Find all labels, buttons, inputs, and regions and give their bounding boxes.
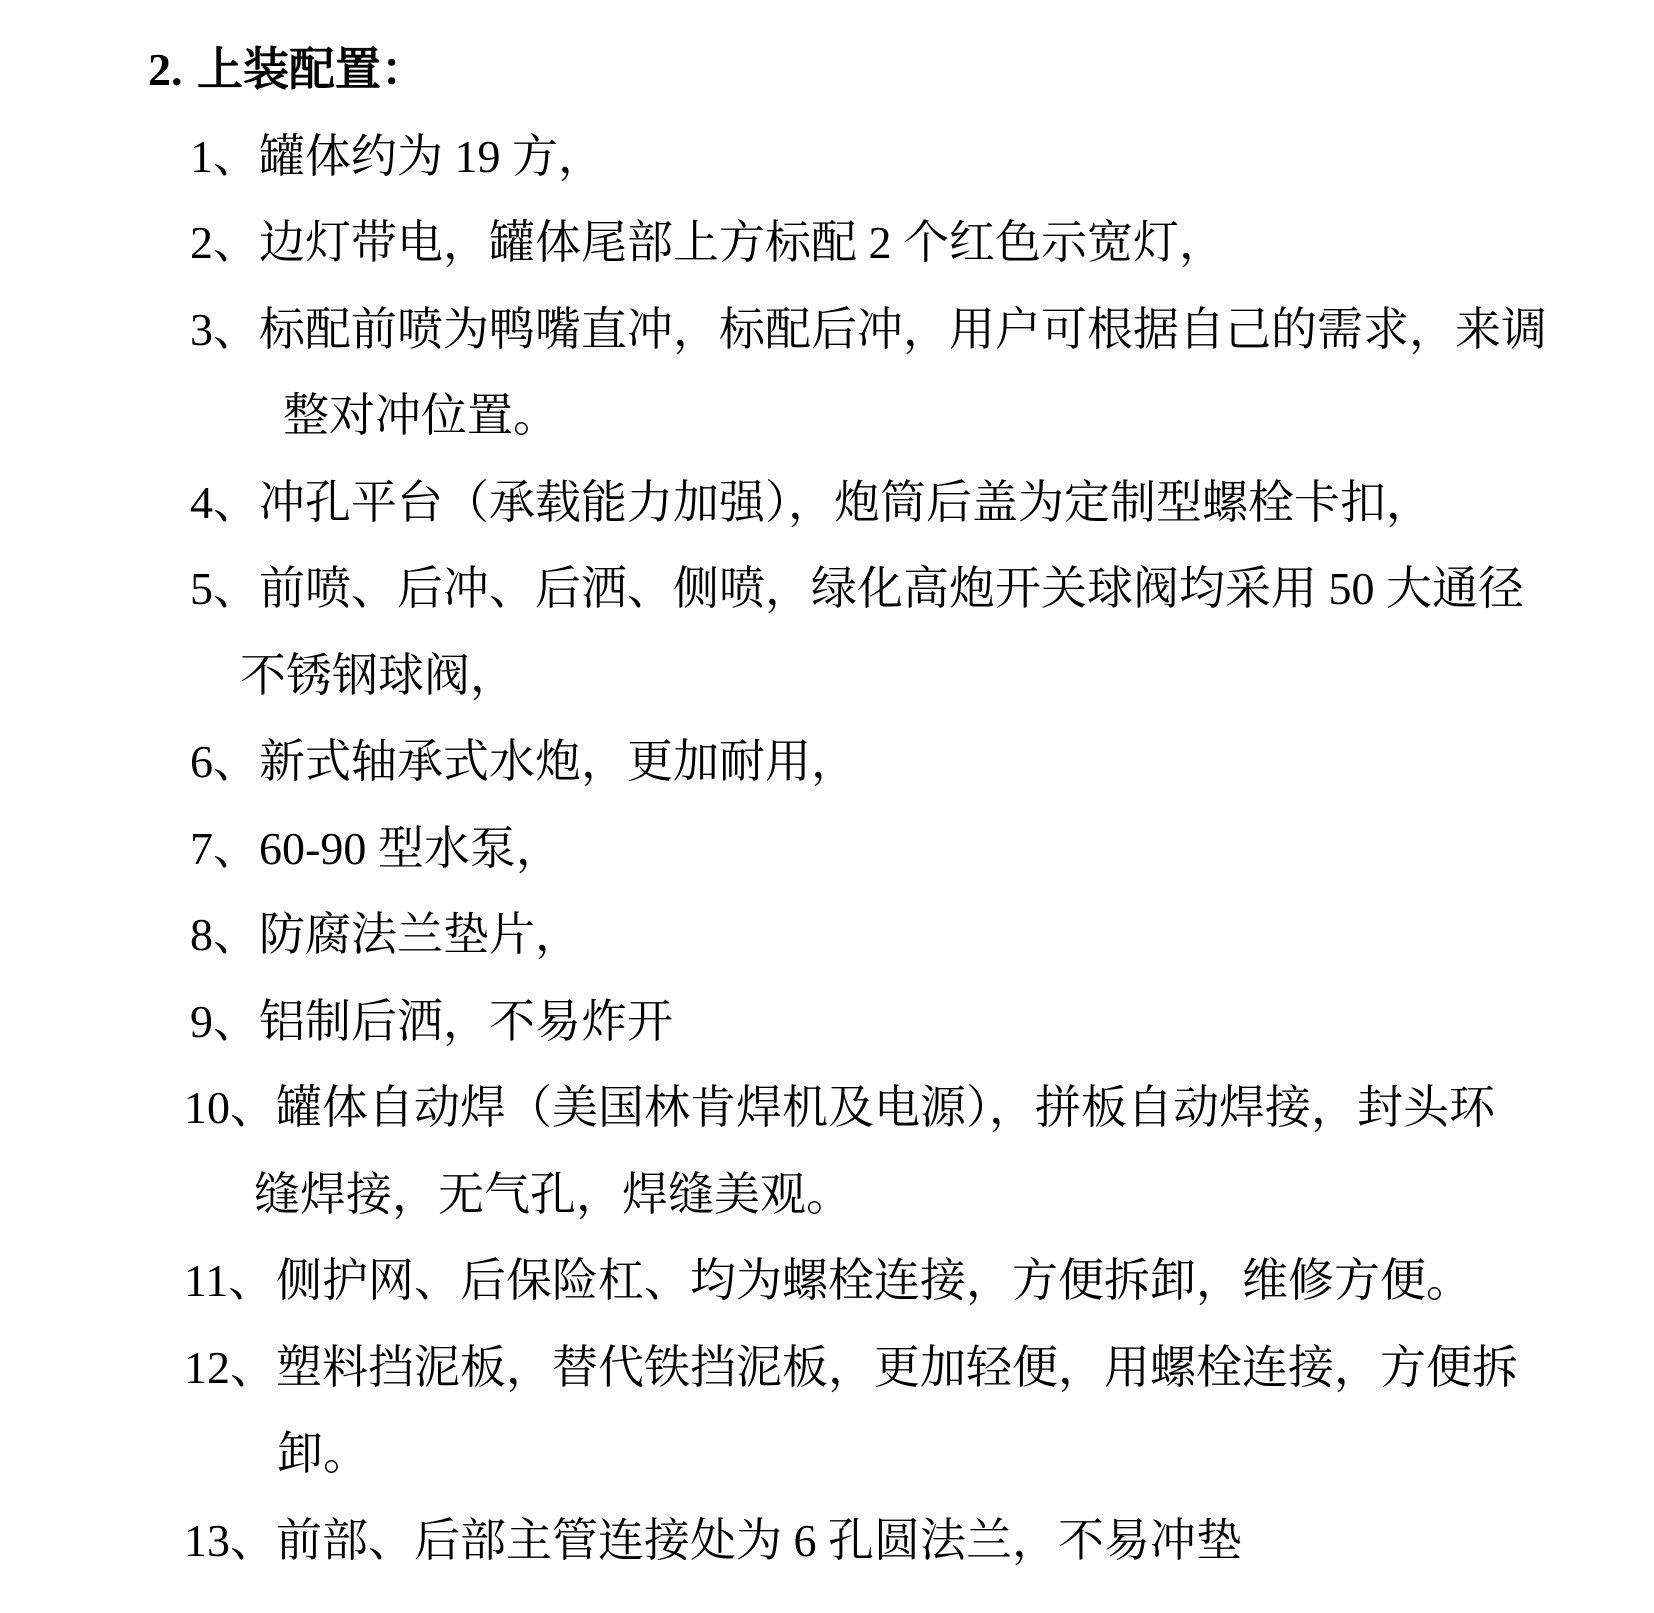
item-text: 冲孔平台（承载能力加强），炮筒后盖为定制型螺栓卡扣，: [259, 476, 1432, 528]
item-text: 缝焊接，无气孔，焊缝美观。: [254, 1168, 852, 1220]
list-item-3-continuation: [0, 373, 1654, 460]
list-item-10-continuation: [0, 1152, 1654, 1239]
list-item-7: [0, 806, 1654, 893]
item-number: 11、: [184, 1255, 275, 1306]
item-text: 侧护网、后保险杠、均为螺栓连接，方便拆卸，维修方便。: [276, 1255, 1472, 1306]
item-text: 60-90 型水泵，: [259, 822, 562, 874]
item-text: 前部、后部主管连接处为 6 孔圆法兰，不易冲垫: [276, 1514, 1242, 1566]
item-number: 8、: [190, 909, 259, 960]
item-text: 标配前喷为鸭嘴直冲，标配后冲，用户可根据自己的需求，来调: [259, 303, 1547, 355]
heading-text: 上装配置：: [197, 44, 427, 95]
list-item-2: [0, 200, 1654, 287]
list-item-3: [0, 287, 1654, 374]
list-item-1: [0, 114, 1654, 201]
item-text: 塑料挡泥板，替代铁挡泥板，更加轻便，用螺栓连接，方便拆: [276, 1341, 1518, 1393]
item-text: 卸。: [277, 1428, 369, 1479]
list-item-6: [0, 719, 1654, 806]
item-number: 10、: [184, 1082, 276, 1133]
item-text: 边灯带电，罐体尾部上方标配 2 个红色示宽灯，: [259, 217, 1225, 268]
list-item-9: [0, 979, 1654, 1066]
item-text: 罐体自动焊（美国林肯焊机及电源），拼板自动焊接，封头环: [276, 1082, 1495, 1133]
heading-number: 2.: [148, 44, 183, 95]
item-number: 2、: [190, 217, 259, 268]
section-heading: [0, 27, 1654, 114]
list-item-8: [0, 892, 1654, 979]
item-number: 1、: [190, 130, 259, 182]
list-item-4: [0, 460, 1654, 547]
item-text: 新式轴承式水炮，更加耐用，: [259, 736, 857, 787]
list-item-11: [0, 1238, 1654, 1325]
item-number: 9、: [190, 995, 259, 1047]
item-number: 3、: [190, 303, 259, 355]
list-item-12-continuation: [0, 1411, 1654, 1498]
item-text: 防腐法兰垫片，: [259, 909, 581, 960]
item-number: 6、: [190, 736, 259, 787]
item-number: 13、: [184, 1514, 276, 1566]
item-text: 整对冲位置。: [283, 390, 559, 441]
list-item-12: [0, 1325, 1654, 1412]
list-item-13: [0, 1498, 1654, 1585]
item-number: 4、: [190, 476, 259, 528]
list-item-5-continuation: [0, 633, 1654, 720]
item-number: 12、: [184, 1341, 276, 1393]
item-number: 5、: [190, 563, 259, 614]
item-text: 不锈钢球阀，: [240, 649, 516, 701]
list-item-5: [0, 546, 1654, 633]
list-item-10: [0, 1065, 1654, 1152]
item-text: 前喷、后冲、后洒、侧喷，绿化高炮开关球阀均采用 50 大通径: [259, 563, 1524, 614]
item-text: 罐体约为 19 方，: [259, 130, 604, 182]
item-number: 7、: [190, 822, 259, 874]
item-text: 铝制后洒，不易炸开: [259, 995, 673, 1047]
